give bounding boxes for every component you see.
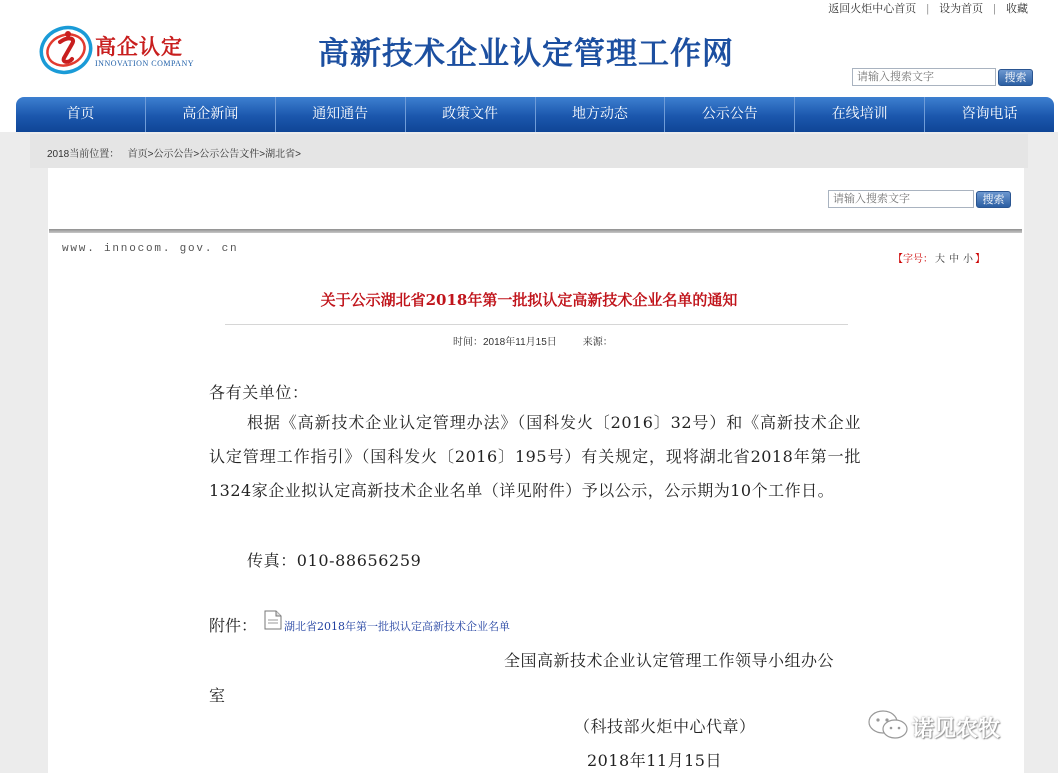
site-domain: www. innocom. gov. cn: [62, 243, 239, 255]
signature-seal-note: （科技部火炬中心代章）: [574, 717, 756, 736]
breadcrumb-hubei[interactable]: 湖北省>: [265, 149, 301, 160]
article-greeting: 各有关单位：: [209, 383, 309, 402]
nav-item-announcements[interactable]: 公示公告: [665, 97, 795, 132]
breadcrumb-announcement-files[interactable]: 公示公告文件>: [199, 149, 266, 160]
header-search-input[interactable]: 请输入搜索文字: [852, 68, 996, 86]
content-search-button[interactable]: 搜索: [976, 191, 1011, 208]
article-title: 关于公示湖北省2018年第一批拟认定高新技术企业名单的通知: [320, 291, 738, 309]
article-time: 时间：2018年11月15日: [453, 337, 557, 348]
content-divider: [49, 229, 1022, 233]
font-size-large[interactable]: 大: [935, 254, 945, 265]
logo-text-cn: 高企认定: [95, 35, 183, 59]
site-header: [0, 0, 1058, 96]
site-logo[interactable]: [38, 22, 208, 78]
font-size-control: [893, 250, 985, 265]
top-link-home-center[interactable]: 返回火炬中心首页: [828, 3, 917, 15]
breadcrumb-home[interactable]: 首页>: [127, 149, 154, 160]
nav-item-news[interactable]: 高企新闻: [146, 97, 276, 132]
site-title: 高新技术企业认定管理工作网: [318, 36, 734, 72]
attachment-label: 附件：: [209, 616, 258, 635]
nav-item-notices[interactable]: 通知通告: [276, 97, 406, 132]
top-links: 返回火炬中心首页 | 设为首页 | 收藏: [828, 3, 1028, 15]
logo-emblem-icon: [38, 22, 96, 78]
main-nav: [16, 97, 1054, 132]
top-link-set-home[interactable]: 设为首页: [939, 3, 984, 15]
font-size-small[interactable]: 小: [963, 254, 973, 265]
logo-text-en: INNOVATION COMPANY: [95, 59, 195, 68]
signature-line-2: 室: [209, 686, 226, 705]
nav-item-policies[interactable]: 政策文件: [406, 97, 536, 132]
top-link-favorite[interactable]: 收藏: [1006, 3, 1028, 15]
article-source: 来源：: [582, 337, 613, 348]
watermark-text: 诺见农牧: [912, 717, 1001, 742]
wechat-icon: [866, 708, 910, 742]
nav-item-training[interactable]: 在线培训: [795, 97, 925, 132]
font-size-end: 】: [975, 254, 985, 265]
nav-item-home[interactable]: 首页: [16, 97, 146, 132]
font-size-label: 【字号：: [893, 254, 933, 265]
nav-item-local[interactable]: 地方动态: [536, 97, 666, 132]
header-search-button[interactable]: 搜索: [998, 69, 1033, 86]
breadcrumb-announcements[interactable]: 公示公告>: [153, 149, 200, 160]
nav-item-hotline[interactable]: 咨询电话: [961, 106, 1018, 122]
signature-date: 2018年11月15日: [587, 751, 722, 770]
article-fax: 传真：010-88656259: [247, 551, 422, 570]
attachment-file-icon[interactable]: [264, 610, 282, 630]
title-divider: [225, 324, 848, 325]
breadcrumb-prefix: 2018当前位置：: [47, 149, 120, 160]
article-paragraph: 根据《高新技术企业认定管理办法》（国科发火〔2016〕32号）和《高新技术企业认定管理工作指引》（国科发火〔2016〕195号）有关规定，现将湖北省2018年第一批1324家企业拟认定高新技术企业名单（详见附件）予以公示，公示期为10个工作日。: [209, 413, 861, 500]
breadcrumb: [47, 145, 301, 160]
watermark: [866, 708, 1036, 744]
article-meta: [453, 333, 639, 348]
signature-line-1: 全国高新技术企业认定管理工作领导小组办公: [504, 651, 835, 670]
font-size-medium[interactable]: 中: [949, 254, 959, 265]
content-search-input[interactable]: 请输入搜索文字: [828, 190, 974, 208]
attachment-link[interactable]: 湖北省2018年第一批拟认定高新技术企业名单: [284, 620, 510, 633]
